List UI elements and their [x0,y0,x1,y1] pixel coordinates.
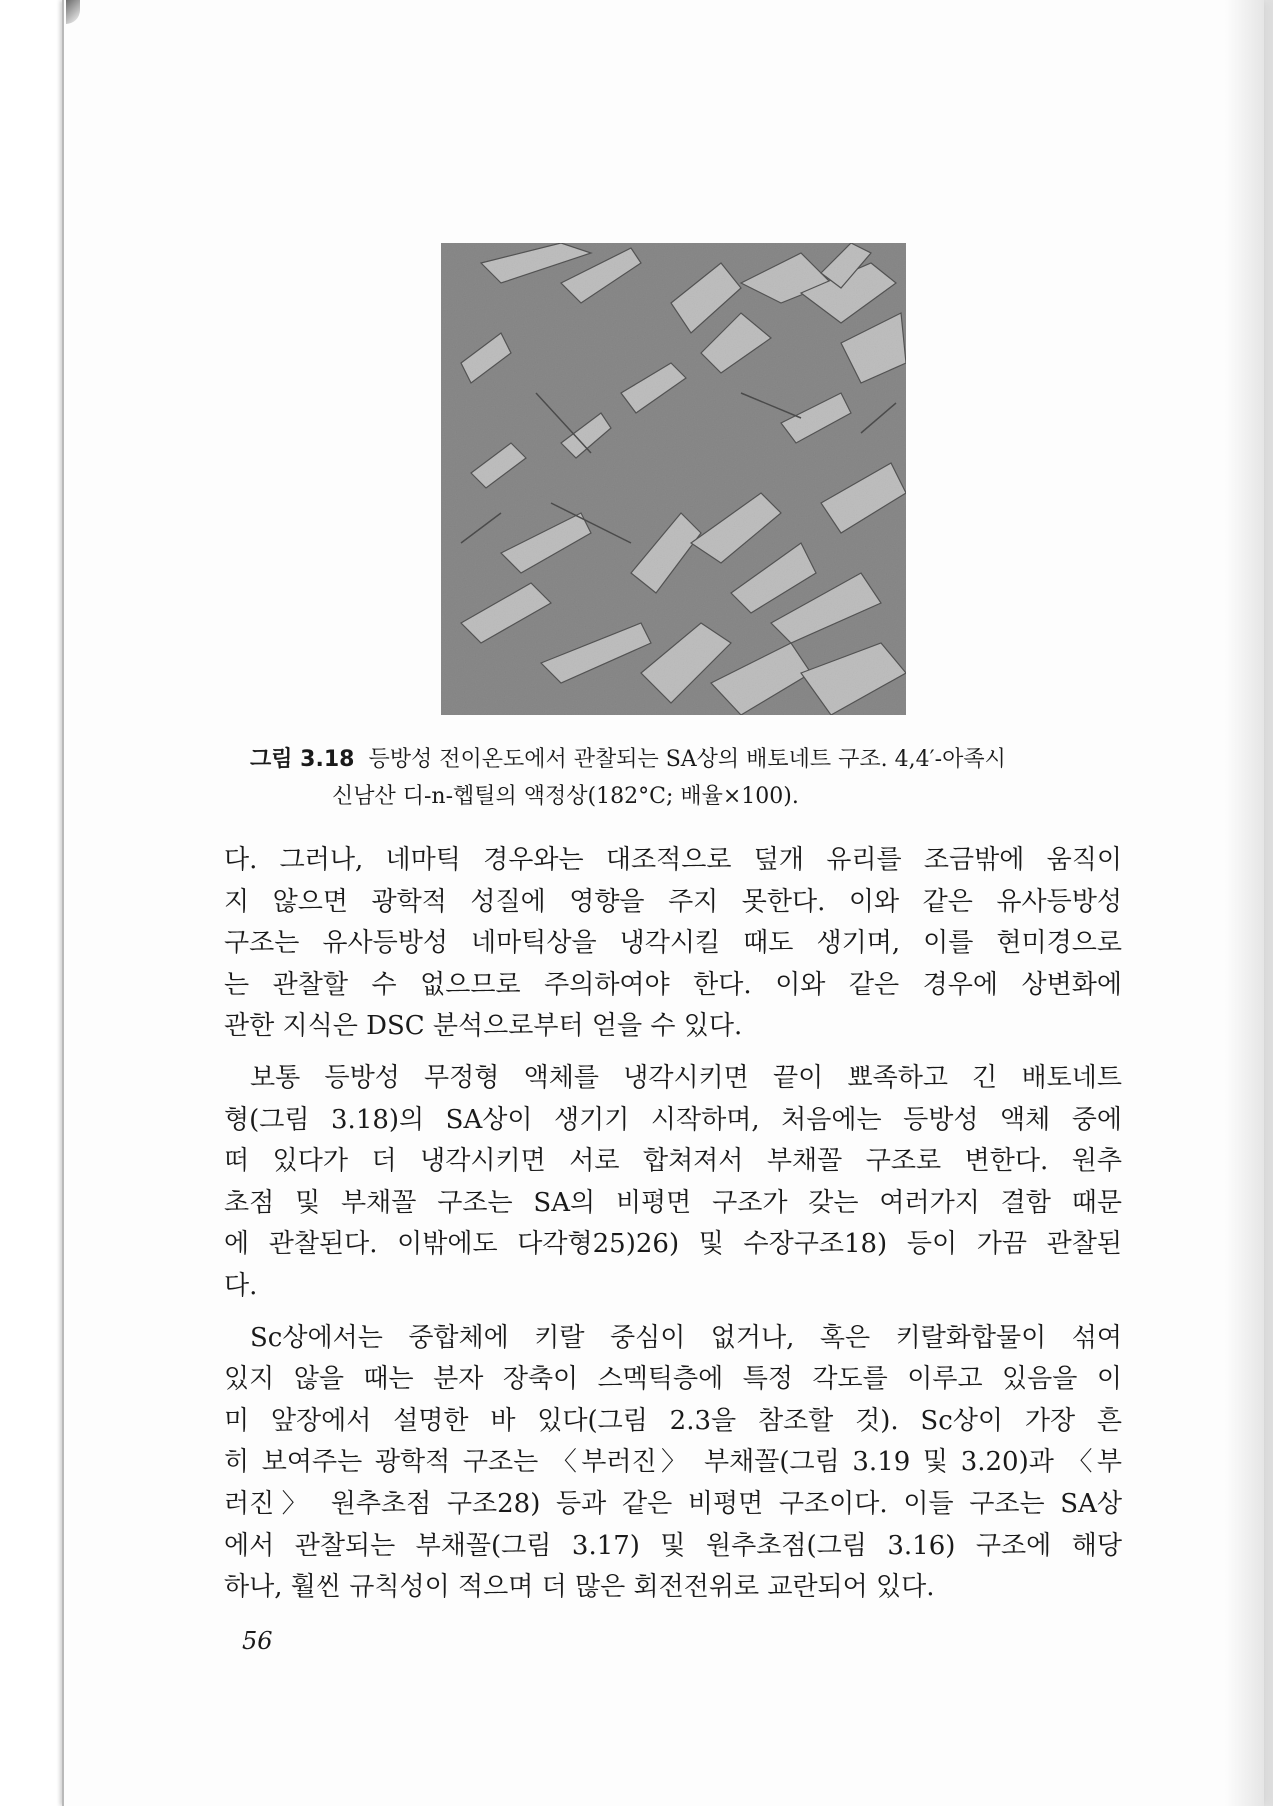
paragraph-2 [224,1058,1122,1308]
text-line: 는 관찰할 수 없으므로 주의하여야 한다. 이와 같은 경우에 상변화에 [224,969,1122,1000]
text-line: 관한 지식은 DSC 분석으로부터 얻을 수 있다. [224,1011,743,1042]
text-line: 에서 관찰되는 부채꼴(그림 3.17) 및 원추초점(그림 3.16) 구조에 해당 [224,1530,1122,1561]
paragraph-3 [224,1318,1122,1609]
caption-line-1 [250,741,1130,778]
paragraph-gap [224,1308,1122,1318]
text-line: 구조는 유사등방성 네마틱상을 냉각시킬 때도 생기며, 이를 현미경으로 [224,928,1122,959]
paragraph-1 [224,840,1122,1048]
caption-text-1: 등방성 전이온도에서 관찰되는 SA상의 배토네트 구조. 4,4′-아족시 [368,747,1006,772]
paragraph-gap [224,1048,1122,1058]
text-line: 에 관찰된다. 이밖에도 다각형25)26) 및 수장구조18) 등이 가끔 관찰된 [224,1229,1122,1260]
body-text [224,840,1122,1609]
spine-shadow [1225,0,1273,1806]
micrograph-figure [441,243,906,715]
text-line: 초점 및 부채꼴 구조는 SA의 비평면 구조가 갖는 여러가지 결함 때문 [224,1187,1122,1218]
text-line: 다. 그러나, 네마틱 경우와는 대조적으로 덮개 유리를 조금밖에 움직이 [224,845,1122,875]
text-line: Sc상에서는 중합체에 키랄 중심이 없거나, 혹은 키랄화합물이 섞여 [250,1322,1122,1353]
text-line: 다. [224,1270,258,1301]
figure-caption [250,741,1130,815]
text-line: 미 앞장에서 설명한 바 있다(그림 2.3을 참조할 것). Sc상이 가장 흔 [224,1405,1122,1436]
micrograph-image [441,243,906,715]
text-line: 러진〉 원추초점 구조28) 등과 같은 비평면 구조이다. 이들 구조는 SA상 [224,1488,1122,1519]
text-line: 히 보여주는 광학적 구조는 〈부러진〉 부채꼴(그림 3.19 및 3.20)과 〈부 [224,1447,1122,1478]
text-line: 형(그림 3.18)의 SA상이 생기기 시작하며, 처음에는 등방성 액체 중에 [224,1104,1122,1135]
page-number: 56 [242,1627,273,1655]
text-line: 지 않으면 광학적 성질에 영향을 주지 못한다. 이와 같은 유사등방성 [224,886,1122,917]
text-line: 하나, 훨씬 규칙성이 적으며 더 많은 회전전위로 교란되어 있다. [224,1572,935,1603]
caption-label: 그림 3.18 [250,747,355,772]
text-line: 있지 않을 때는 분자 장축이 스멕틱층에 특정 각도를 이루고 있음을 이 [224,1364,1122,1395]
caption-line-2: 신남산 디-n-헵틸의 액정상(182°C; 배율×100). [332,784,799,809]
text-line: 보통 등방성 무정형 액체를 냉각시키면 끝이 뾰족하고 긴 배토네트 [250,1062,1122,1093]
text-line: 떠 있다가 더 냉각시키면 서로 합쳐져서 부채꼴 구조로 변한다. 원추 [224,1146,1122,1177]
